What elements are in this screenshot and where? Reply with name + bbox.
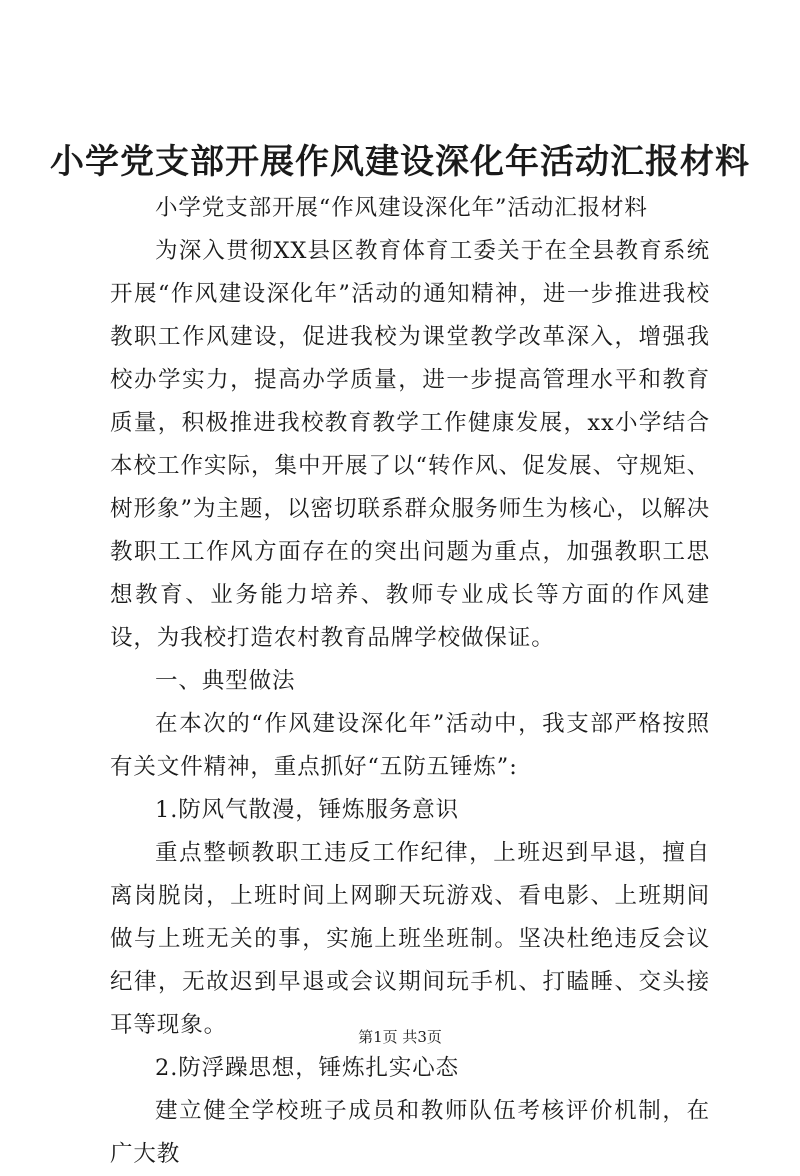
intro-paragraph: 为深入贯彻XX县区教育体育工委关于在全县教育系统开展“作风建设深化年”活动的通知精神，进一步推进我校教职工作风建设，促进我校为课堂教学改革深入，增强我校办学实力，提高办学质量，进一步提高管理水平和教育质量，积极推进我校教育教学工作健康发展，xx小学结合本校工作实际，集中开展了以“转作风、促发展、守规矩、树形象”为主题，以密切联系群众服务师生为核心，以解决教职工工作风方面存在的突出问题为重点，加强教职工思想教育、业务能力培养、教师专业成长等方面的作风建设，为我校打造农村教育品牌学校做保证。: [110, 238, 710, 651]
practices-paragraph: 在本次的“作风建设深化年”活动中，我支部严格按照有关文件精神，重点抓好“五防五锤炼”:: [110, 711, 710, 780]
subheading-2: 2.防浮躁思想，锤炼扎实心态: [155, 1055, 460, 1081]
subtitle-paragraph: 小学党支部开展“作风建设深化年”活动汇报材料: [155, 195, 648, 221]
page-number-footer: 第1页 共3页: [358, 1028, 442, 1046]
document-title: 小学党支部开展作风建设深化年活动汇报材料: [50, 142, 750, 182]
subsection-2-paragraph: 建立健全学校班子成员和教师队伍考核评价机制，在广大教: [110, 1098, 710, 1167]
subheading-1: 1.防风气散漫，锤炼服务意识: [155, 797, 460, 823]
subsection-1-paragraph: 重点整顿教职工违反工作纪律，上班迟到早退，擅自离岗脱岗，上班时间上网聊天玩游戏、看电影、上班期间做与上班无关的事，实施上班坐班制。坚决杜绝违反会议纪律，无故迟到早退或会议期间玩手机、打瞌睡、交头接耳等现象。: [110, 840, 710, 1038]
section-heading-typical-practices: 一、典型做法: [155, 668, 296, 694]
